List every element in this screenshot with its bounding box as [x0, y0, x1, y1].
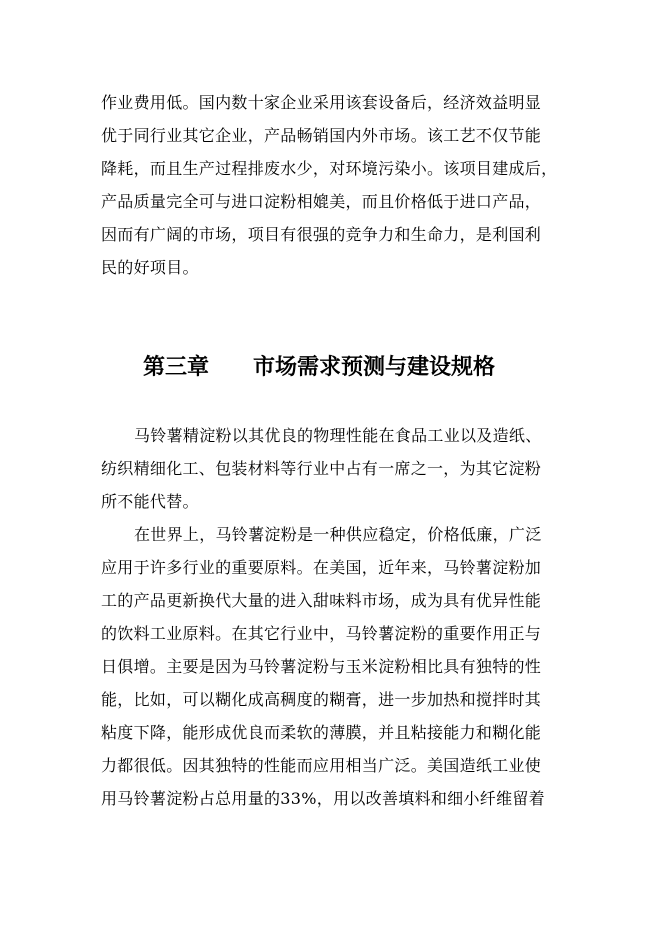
- paragraph2-line-6: 能，比如，可以糊化成高稠度的糊膏，进一步加热和搅拌时其: [101, 690, 542, 709]
- paragraph1-line-1: 马铃薯精淀粉以其优良的物理性能在食品工业以及造纸、: [134, 426, 542, 445]
- intro-line-1: 作业费用低。国内数十家企业采用该套设备后，经济效益明显: [101, 93, 542, 112]
- intro-line-4: 产品质量完全可与进口淀粉相媲美，而且价格低于进口产品，: [101, 192, 542, 211]
- paragraph2-line-2: 应用于许多行业的重要原料。在美国，近年来，马铃薯淀粉加: [101, 558, 542, 577]
- intro-line-3: 降耗，而且生产过程排废水少，对环境污染小。该项目建成后，: [101, 159, 558, 178]
- chapter-title: 市场需求预测与建设规格: [253, 354, 496, 380]
- paragraph1-line-2: 纺织精细化工、包装材料等行业中占有一席之一，为其它淀粉: [101, 459, 542, 478]
- paragraph1-line-3: 所不能代替。: [101, 492, 199, 511]
- paragraph2-line-8: 力都很低。因其独特的性能而应用相当广泛。美国造纸工业使: [101, 756, 542, 775]
- intro-line-2: 优于同行业其它企业，产品畅销国内外市场。该工艺不仅节能: [101, 126, 542, 145]
- chapter-number: 第三章: [143, 354, 210, 380]
- paragraph2-line-9: 用马铃薯淀粉占总用量的33%，用以改善填料和细小纤维留着: [101, 789, 545, 808]
- intro-line-5: 因而有广阔的市场，项目有很强的竞争力和生命力，是利国利: [101, 225, 542, 244]
- paragraph2-line-1: 在世界上，马铃薯淀粉是一种供应稳定，价格低廉，广泛: [134, 525, 542, 544]
- paragraph2-line-5: 日俱增。主要是因为马铃薯淀粉与玉米淀粉相比具有独特的性: [101, 657, 542, 676]
- intro-line-6: 民的好项目。: [101, 258, 199, 277]
- paragraph2-line-7: 粘度下降，能形成优良而柔软的薄膜，并且粘接能力和糊化能: [101, 723, 542, 742]
- paragraph2-line-4: 的饮料工业原料。在其它行业中，马铃薯淀粉的重要作用正与: [101, 624, 542, 643]
- paragraph2-line-3: 工的产品更新换代大量的进入甜味料市场，成为具有优异性能: [101, 591, 542, 610]
